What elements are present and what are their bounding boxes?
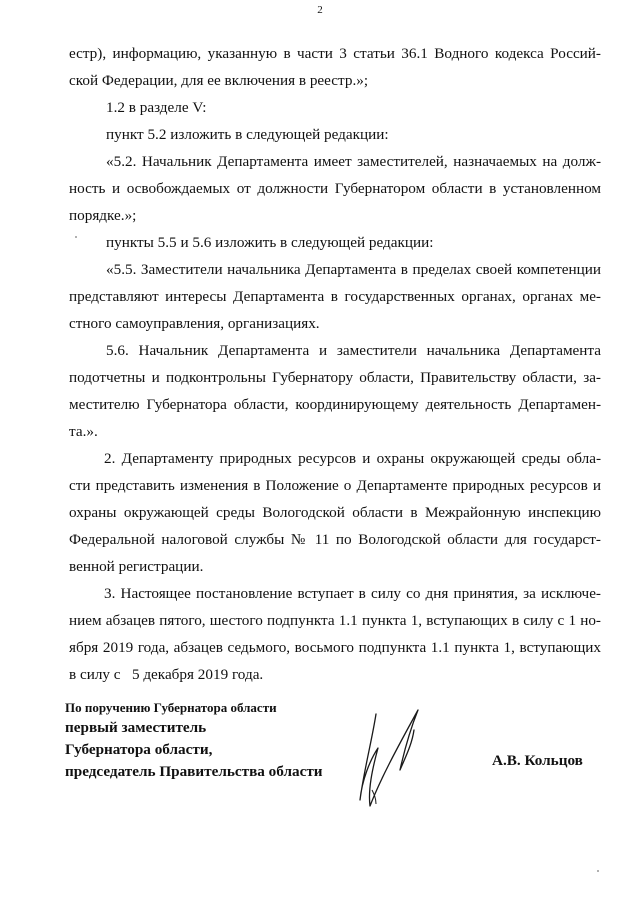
scan-speck — [597, 870, 599, 872]
signer-name: А.В. Кольцов — [492, 752, 583, 769]
text-line: подотчетны и подконтрольны Губернатору области, Правительству области, за- — [69, 369, 601, 386]
text-line: ность и освобождаемых от должности Губернатором области в установленном — [69, 180, 601, 197]
text-line: представляют интересы Департамента в государственных органах, органах ме- — [69, 288, 601, 305]
text-line: ября 2019 года, абзацев седьмого, восьмого подпункта 1.1 пункта 1, вступающих — [69, 639, 601, 656]
text-line: сти представить изменения в Положение о Департаменте природных ресурсов и — [69, 477, 601, 494]
text-line: Федеральной налоговой службы № 11 по Вологодской области для государст- — [69, 531, 601, 548]
text-line: порядке.»; — [69, 207, 137, 224]
document-body — [69, 40, 601, 688]
text-line: нием абзацев пятого, шестого подпункта 1.1 пункта 1, вступающих в силу с 1 но- — [69, 612, 601, 629]
text-line: венной регистрации. — [69, 558, 204, 575]
text-line: стного самоуправления, организациях. — [69, 315, 320, 332]
text-line: пункт 5.2 изложить в следующей редакции: — [106, 126, 389, 143]
text-line: пункты 5.5 и 5.6 изложить в следующей редакции: — [106, 234, 434, 251]
page-number: 2 — [317, 4, 323, 16]
text-line: «5.2. Начальник Департамента имеет заместителей, назначаемых на долж- — [106, 153, 601, 170]
text-line: естр), информацию, указанную в части 3 статьи 36.1 Водного кодекса Россий- — [69, 45, 601, 62]
signature-line-position: первый заместитель — [65, 719, 207, 736]
text-line: «5.5. Заместители начальника Департамента в пределах своей компетенции — [106, 261, 601, 278]
text-line: в силу с 5 декабря 2019 года. — [69, 666, 264, 683]
signature-block — [65, 698, 323, 783]
text-line: ской Федерации, для ее включения в реестр.»; — [69, 72, 369, 89]
signature-line-position: председатель Правительства области — [65, 763, 323, 780]
text-line: 1.2 в разделе V: — [106, 99, 207, 116]
text-line: та.». — [69, 423, 98, 440]
text-line: местителю Губернатора области, координирующему деятельность Департамен- — [69, 396, 601, 413]
handwritten-signature — [350, 700, 440, 810]
text-line: охраны окружающей среды Вологодской области в Межрайонную инспекцию — [69, 504, 601, 521]
text-line: 2. Департаменту природных ресурсов и охраны окружающей среды обла- — [104, 450, 601, 467]
text-line: 3. Настоящее постановление вступает в силу со дня принятия, за исключе- — [104, 585, 601, 602]
text-line: 5.6. Начальник Департамента и заместители начальника Департамента — [106, 342, 601, 359]
scan-speck — [75, 236, 77, 238]
signature-line-authority: По поручению Губернатора области — [65, 700, 277, 715]
signature-line-position: Губернатора области, — [65, 741, 213, 758]
